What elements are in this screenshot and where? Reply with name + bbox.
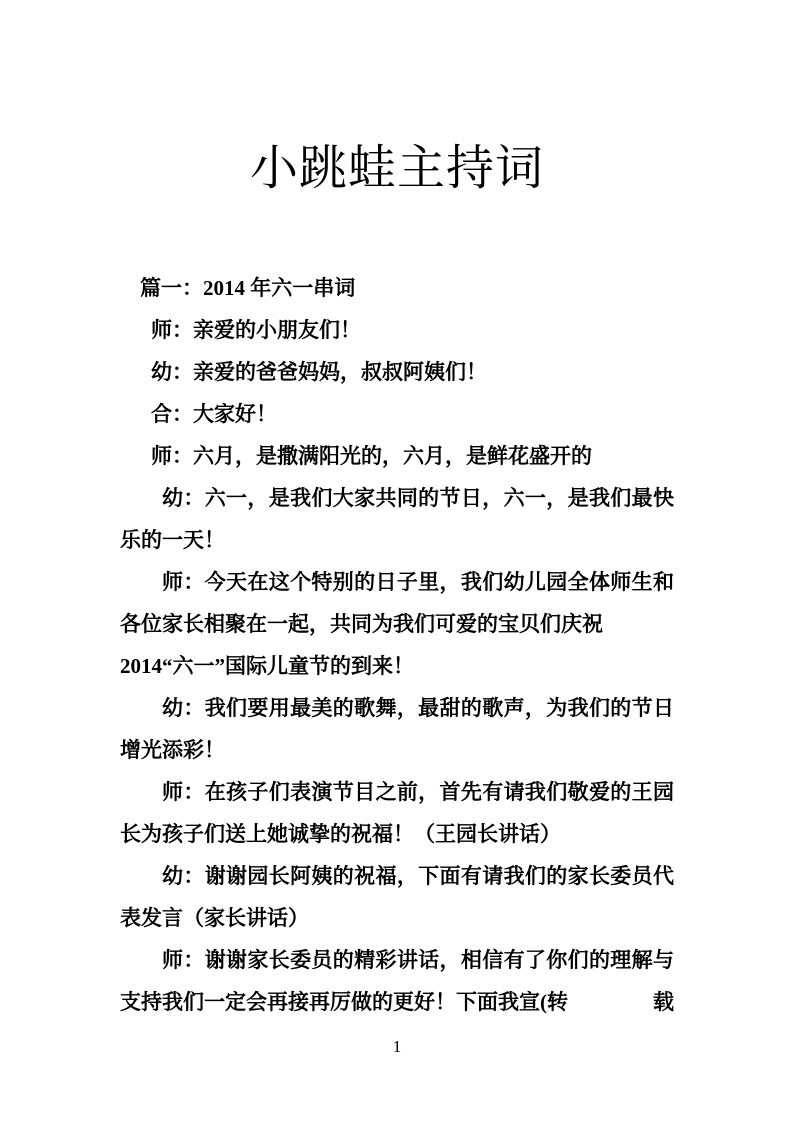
text-line: 师：在孩子们表演节目之前，首先有请我们敬爱的王园 [162,780,674,804]
text-line: 合：大家好！ [151,402,277,426]
text-line: 师：六月，是撒满阳光的，六月，是鲜花盛开的 [151,444,592,468]
text-line-right-part: 载 [653,990,674,1014]
text-line: 2014“六一”国际儿童节的到来！ [120,654,414,678]
text-line: 乐的一天！ [120,528,225,552]
text-line: 长为孩子们送上她诚挚的祝福！（王园长讲话） [120,822,561,846]
document-title: 小跳蛙主持词 [249,142,544,195]
page-number: 1 [392,1037,402,1056]
text-line: 增光添彩！ [120,738,225,762]
text-line: 各位家长相聚在一起，共同为我们可爱的宝贝们庆祝 [120,612,603,636]
text-line-left-part: 支持我们一定会再接再厉做的更好！下面我宣(转 [120,990,568,1014]
document-body [120,267,674,1023]
text-line: 幼：我们要用最美的歌舞，最甜的歌声，为我们的节日 [162,696,674,720]
text-line: 师：谢谢家长委员的精彩讲话，相信有了你们的理解与 [162,948,674,972]
text-line: 表发言（家长讲话） [120,906,309,930]
text-line: 幼：谢谢园长阿姨的祝福，下面有请我们的家长委员代 [162,864,674,888]
text-line [120,981,674,1023]
text-line: 师：亲爱的小朋友们！ [151,318,361,342]
text-line: 幼：六一，是我们大家共同的节日，六一，是我们最快 [162,486,674,510]
text-line: 师：今天在这个特别的日子里，我们幼儿园全体师生和 [162,570,674,594]
text-line: 篇一：2014 年六一串词 [140,276,356,300]
text-line: 幼：亲爱的爸爸妈妈，叔叔阿姨们！ [151,360,487,384]
